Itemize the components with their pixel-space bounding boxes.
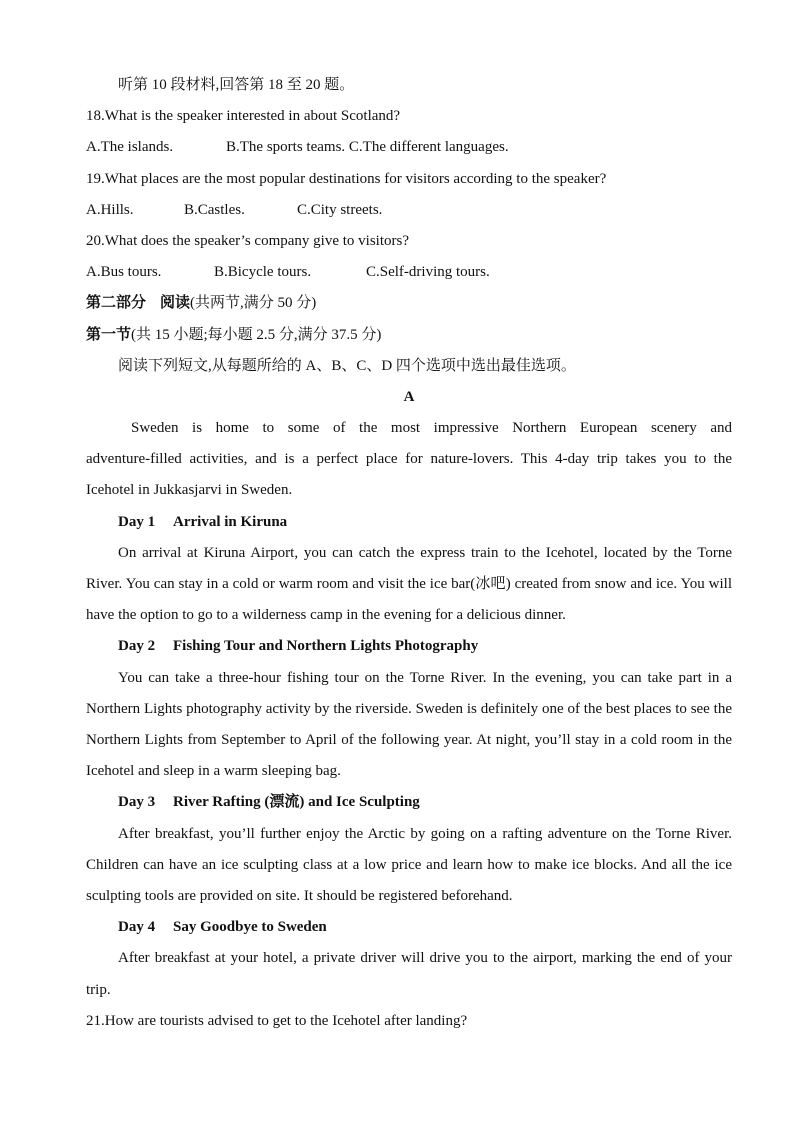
- day-title: River Rafting (漂流) and Ice Sculpting: [173, 794, 420, 811]
- question-20-options: [86, 257, 732, 288]
- day-1-heading: [86, 507, 732, 538]
- option-c: C.Self-driving tours.: [366, 264, 490, 281]
- day-3-heading: [86, 787, 732, 818]
- part-name: 阅读: [160, 295, 191, 312]
- question-20-stem: 20.What does the speaker’s company give to visitors?: [86, 232, 409, 249]
- day-2-heading: [86, 631, 732, 662]
- option-c: C.The different languages.: [348, 139, 509, 156]
- day-number: Day 1: [118, 513, 156, 530]
- day-title: Arrival in Kiruna: [173, 513, 288, 530]
- day-number: Day 3: [118, 794, 156, 811]
- intro-line-2: adventure-filled activities, and is a perfect place for nature-lovers. This 4-day trip takes you to the: [86, 451, 732, 468]
- section-detail: (共 15 小题;每小题 2.5 分,满分 37.5 分): [131, 326, 382, 343]
- day-4-text: After breakfast at your hotel, a private driver will drive you to the airport, marking the end of your trip.: [86, 950, 732, 998]
- option-b: B.Bicycle tours.: [214, 264, 312, 281]
- day-4-heading: [86, 912, 732, 943]
- day-title: Say Goodbye to Sweden: [173, 919, 327, 936]
- intro-line-3: Icehotel in Jukkasjarvi in Sweden.: [86, 482, 293, 499]
- part-detail: (共两节,满分 50 分): [190, 295, 317, 312]
- option-a: A.Bus tours.: [86, 264, 162, 281]
- part-title: 第二部分: [86, 295, 147, 312]
- question-19-options: [86, 195, 732, 226]
- passage-label: A: [403, 388, 415, 405]
- question-19-stem: 19.What places are the most popular destinations for visitors according to the speaker?: [86, 170, 607, 187]
- section-title: 第一节: [86, 326, 132, 343]
- reading-instruction: 阅读下列短文,从每题所给的 A、B、C、D 四个选项中选出最佳选项。: [118, 357, 576, 374]
- option-c: C.City streets.: [297, 201, 383, 218]
- day-1-text: On arrival at Kiruna Airport, you can catch the express train to the Icehotel, located by the Torne River. You can stay in a cold or warm room and visit the ice bar(冰吧) created from snow and ice. You will have the option to go to a wilderness camp in the evening for a delicious dinner.: [86, 544, 732, 624]
- day-number: Day 2: [118, 638, 156, 655]
- option-b: B.Castles.: [184, 201, 245, 218]
- day-2-text: You can take a three-hour fishing tour on the Torne River. In the evening, you can take part in a Northern Lights photography activity by the riverside. Sweden is definitely one of the best places to see the Northern Lights from September to April of the following year. At night, you’ll stay in a cold room in the Icehotel and sleep in a warm sleeping bag.: [86, 669, 732, 780]
- part-two-heading: [86, 288, 732, 319]
- intro-line-1: Sweden is home to some of the most impressive Northern European scenery and: [131, 420, 732, 437]
- question-18-options: [86, 132, 732, 163]
- day-title: Fishing Tour and Northern Lights Photography: [173, 638, 479, 655]
- question-18-stem: 18.What is the speaker interested in about Scotland?: [86, 108, 401, 125]
- listening-instruction: 听第 10 段材料,回答第 18 至 20 题。: [118, 77, 355, 93]
- option-b: B.The sports teams.: [226, 139, 346, 156]
- option-a: A.Hills.: [86, 201, 134, 218]
- exam-page: [86, 70, 732, 1037]
- question-21-stem: 21.How are tourists advised to get to the Icehotel after landing?: [86, 1012, 468, 1029]
- day-number: Day 4: [118, 919, 156, 936]
- option-a: A.The islands.: [86, 139, 174, 156]
- section-one-heading: [86, 320, 732, 351]
- day-3-text: After breakfast, you’ll further enjoy the Arctic by going on a rafting adventure on the Torne River. Children can have an ice sculpting class at a low price and learn how to make ice blocks. And all the ice sculpting tools are provided on site. It should be registered beforehand.: [86, 825, 732, 905]
